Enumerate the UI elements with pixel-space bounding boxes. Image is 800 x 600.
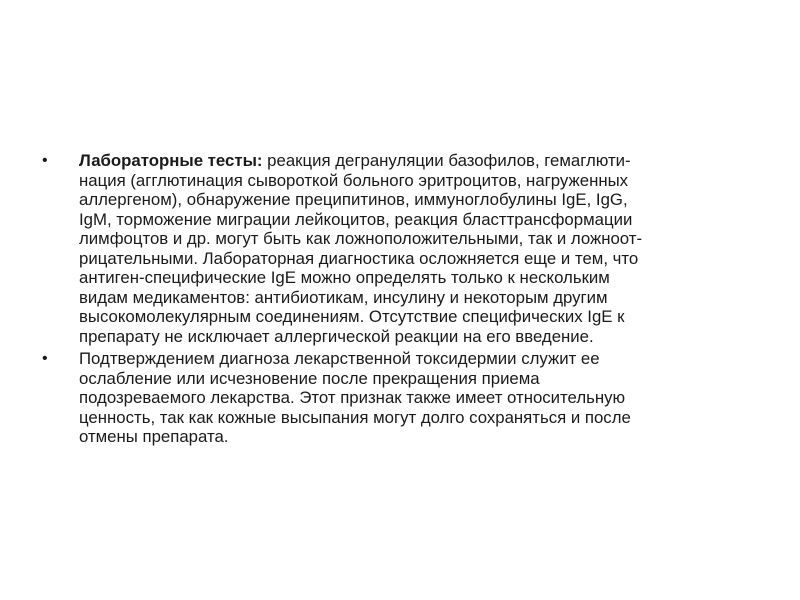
text-line: подозреваемого лекарства. Этот признак также имеет относительную	[79, 388, 626, 407]
text-line: препарату не исключает аллергической реакции на его введение.	[79, 326, 594, 346]
text-line: ослабление или исчезновение после прекращения приема	[79, 368, 540, 388]
text-line: лимфоцтов и др. могут быть как ложноположительными, так и ложноот-	[79, 229, 643, 248]
bullet-icon: •	[42, 152, 48, 169]
text-line: Подтверждением диагноза лекарственной токсидермии служит ее	[79, 349, 600, 368]
text-line: отмены препарата.	[79, 427, 229, 446]
text-line	[79, 151, 742, 171]
text-line: IgM, торможение миграции лейкоцитов, реакция бласттрансформации	[79, 209, 633, 229]
bullet-list	[42, 151, 742, 450]
text-line: высокомолекулярным соединениям. Отсутствие специфических IgE к	[79, 307, 625, 326]
bullet-item-lab-tests	[42, 151, 742, 346]
text-line: рицательными. Лабораторная диагностика осложняется еще и тем, что	[79, 248, 639, 268]
bullet-item-diagnosis	[42, 349, 742, 447]
text-line: антиген-специфические IgE можно определять только к нескольким	[79, 268, 610, 287]
text-line: видам медикаментов: антибиотикам, инсулину и некоторым другим	[79, 287, 608, 307]
text-line: аллергеном), обнаружение преципитинов, иммуноглобулины IgE, IgG,	[79, 190, 628, 209]
text-line: нация (агглютинация сывороткой больного эритроцитов, нагруженных	[79, 170, 629, 190]
text-line: ценность, так как кожные высыпания могут долго сохраняться и после	[79, 407, 631, 427]
lead-text: Лабораторные тесты:	[79, 151, 263, 170]
line-text: реакция дегрануляции базофилов, гемаглюти-	[262, 151, 631, 170]
bullet-icon: •	[42, 350, 48, 367]
